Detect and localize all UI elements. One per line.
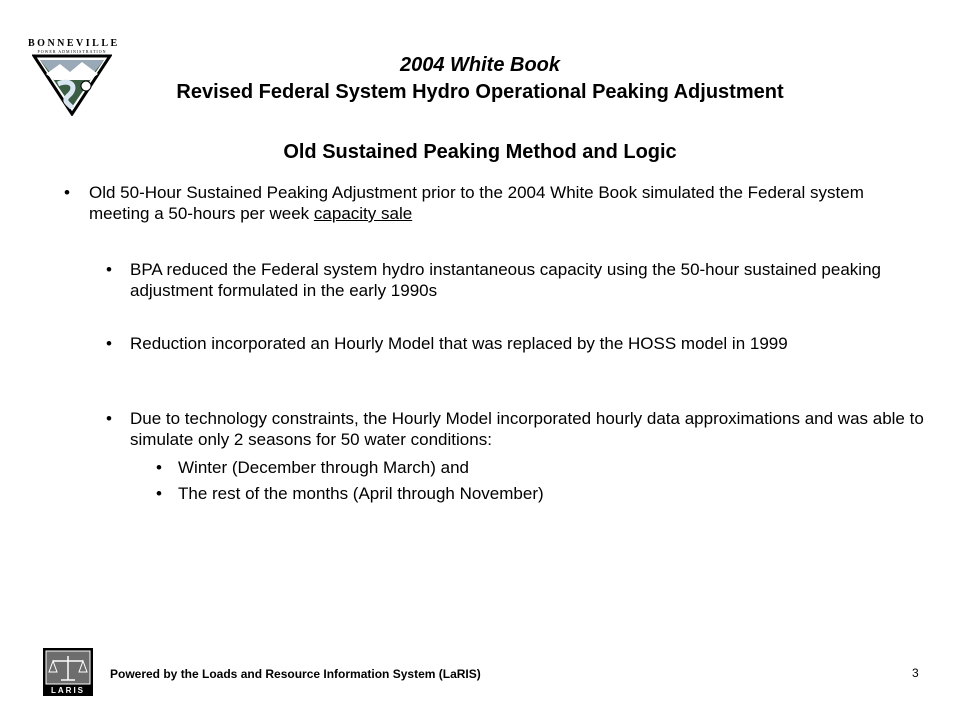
sub-bullet-item-1 <box>156 457 916 478</box>
bullet-dot: • <box>156 484 162 503</box>
bullet-text-1 <box>89 182 924 224</box>
logo-wordmark: BONNEVILLE <box>28 38 120 49</box>
sub-bullet-text-1: Winter (December through March) and <box>178 458 470 477</box>
laris-logo <box>43 648 93 696</box>
bullet-text-1-main: Old 50-Hour Sustained Peaking Adjustment prior to the 2004 White Book simulated the Federal system meeting a 50-hours per week <box>89 183 864 223</box>
logo-subtext: POWER ADMINISTRATION <box>37 49 107 54</box>
bullet-dot: • <box>106 260 112 279</box>
bullet-text-2: BPA reduced the Federal system hydro instantaneous capacity using the 50-hour sustained peaking adjustment formulated in the early 1990s <box>130 260 881 300</box>
scales-icon <box>43 648 93 696</box>
laris-logo-text: LARIS <box>51 686 85 695</box>
page-number: 3 <box>912 666 919 680</box>
bullet-item-3 <box>106 333 926 354</box>
sub-bullet-item-2 <box>156 483 916 504</box>
bullet-item-2 <box>106 259 926 301</box>
powered-by-text: Powered by the Loads and Resource Information System (LaRIS) <box>110 667 481 681</box>
title-line-1: 2004 White Book <box>399 54 561 76</box>
capacity-sale-underlined: capacity sale <box>313 204 413 223</box>
bullet-dot: • <box>156 458 162 477</box>
slide-title <box>0 52 960 106</box>
bullet-text-4: Due to technology constraints, the Hourly Model incorporated hourly data approximations and was able to simulate only 2 seasons for 50 water conditions: <box>130 409 924 449</box>
bullet-item-4 <box>106 408 926 450</box>
bullet-item-1 <box>64 182 924 224</box>
bullet-text-3: Reduction incorporated an Hourly Model that was replaced by the HOSS model in 1999 <box>130 334 788 353</box>
title-line-2: Revised Federal System Hydro Operational Peaking Adjustment <box>176 81 784 103</box>
bullet-dot: • <box>64 183 70 202</box>
slide-subtitle: Old Sustained Peaking Method and Logic <box>283 141 677 163</box>
bullet-dot: • <box>106 334 112 353</box>
bullet-dot: • <box>106 409 112 428</box>
sub-bullet-text-2: The rest of the months (April through November) <box>178 484 544 503</box>
